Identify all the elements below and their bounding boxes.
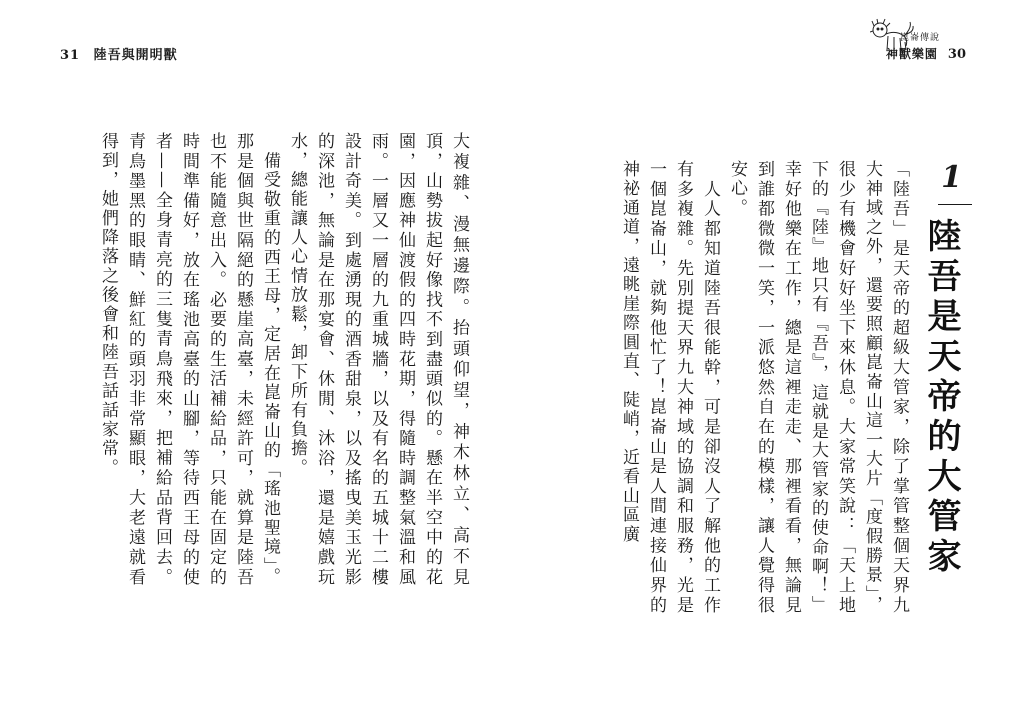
right-paragraph-2: 人人都知道陸吾很能幹，可是卻沒人了解他的工作有多複雜。先別提天界九大神域的協調和服務，光是一個崑崙山，就夠他忙了！崑崙山是人間連接仙界的神祕通道，遠眺崖際圓直、陡峭，近看山區廣: [619, 160, 720, 615]
book-title: 神獸樂園: [885, 47, 938, 61]
chapter-rule-divider: [938, 204, 972, 205]
right-paragraph-1: 「陸吾」是天帝的超級大管家，除了掌管整個天界九大神域之外，還要照顧崑崙山這一大片「度假勝景」，很少有機會好好坐下來休息。大家常笑說：「天上地下的『陸』地只有『吾』，這就是大管家的使命啊！」幸好他樂在工作，總是這裡走走、那裡看看，無論見到誰都微微一笑，一派悠然自在的模樣，讓人覺得很安心。: [727, 160, 909, 615]
left-running-header: [60, 44, 178, 63]
right-page: [512, 0, 1024, 727]
left-paragraph-1: 大複雜、漫無邊際。抬頭仰望，神木林立、高不見頂，山勢拔起好像找不到盡頭似的。懸在半空中的花園，因應神仙渡假的四時花期，得隨時調整氣溫和風雨。一層又一層的九重城牆，以及有名的五城十二樓設計奇美。到處湧現的酒香甜泉，以及搖曳美玉光影的深池，無論是在那宴會、休閒、沐浴，還是嬉戲玩水，總能讓人心情放鬆，卸下所有負擔。: [287, 132, 469, 587]
chapter-number: 1: [941, 160, 962, 195]
series-label: 崑崙傳說: [899, 33, 940, 43]
right-page-number: 30: [947, 47, 966, 62]
left-running-title: 陸吾與開明獸: [93, 48, 178, 63]
left-page-number: 31: [60, 48, 81, 63]
left-body-text: [32, 132, 472, 587]
right-body-text: [552, 160, 912, 615]
right-running-header: [886, 30, 966, 62]
chapter-title: 陸吾是天帝的大管家: [921, 218, 961, 578]
left-paragraph-2: 備受敬重的西王母，定居在崑崙山的「瑤池聖境」。那是個與世隔絕的懸崖高臺，未經許可，就算是陸吾也不能隨意出入。必要的生活補給品，只能在固定的時間準備好，放在瑤池高臺的山腳，等待西王母的使者——全身青亮的三隻青鳥飛來，把補給品背回去。青鳥墨黑的眼睛、鮮紅的頭羽非常顯眼，大老遠就看得到，她們降落之後會和陸吾話話家常。: [98, 132, 280, 587]
